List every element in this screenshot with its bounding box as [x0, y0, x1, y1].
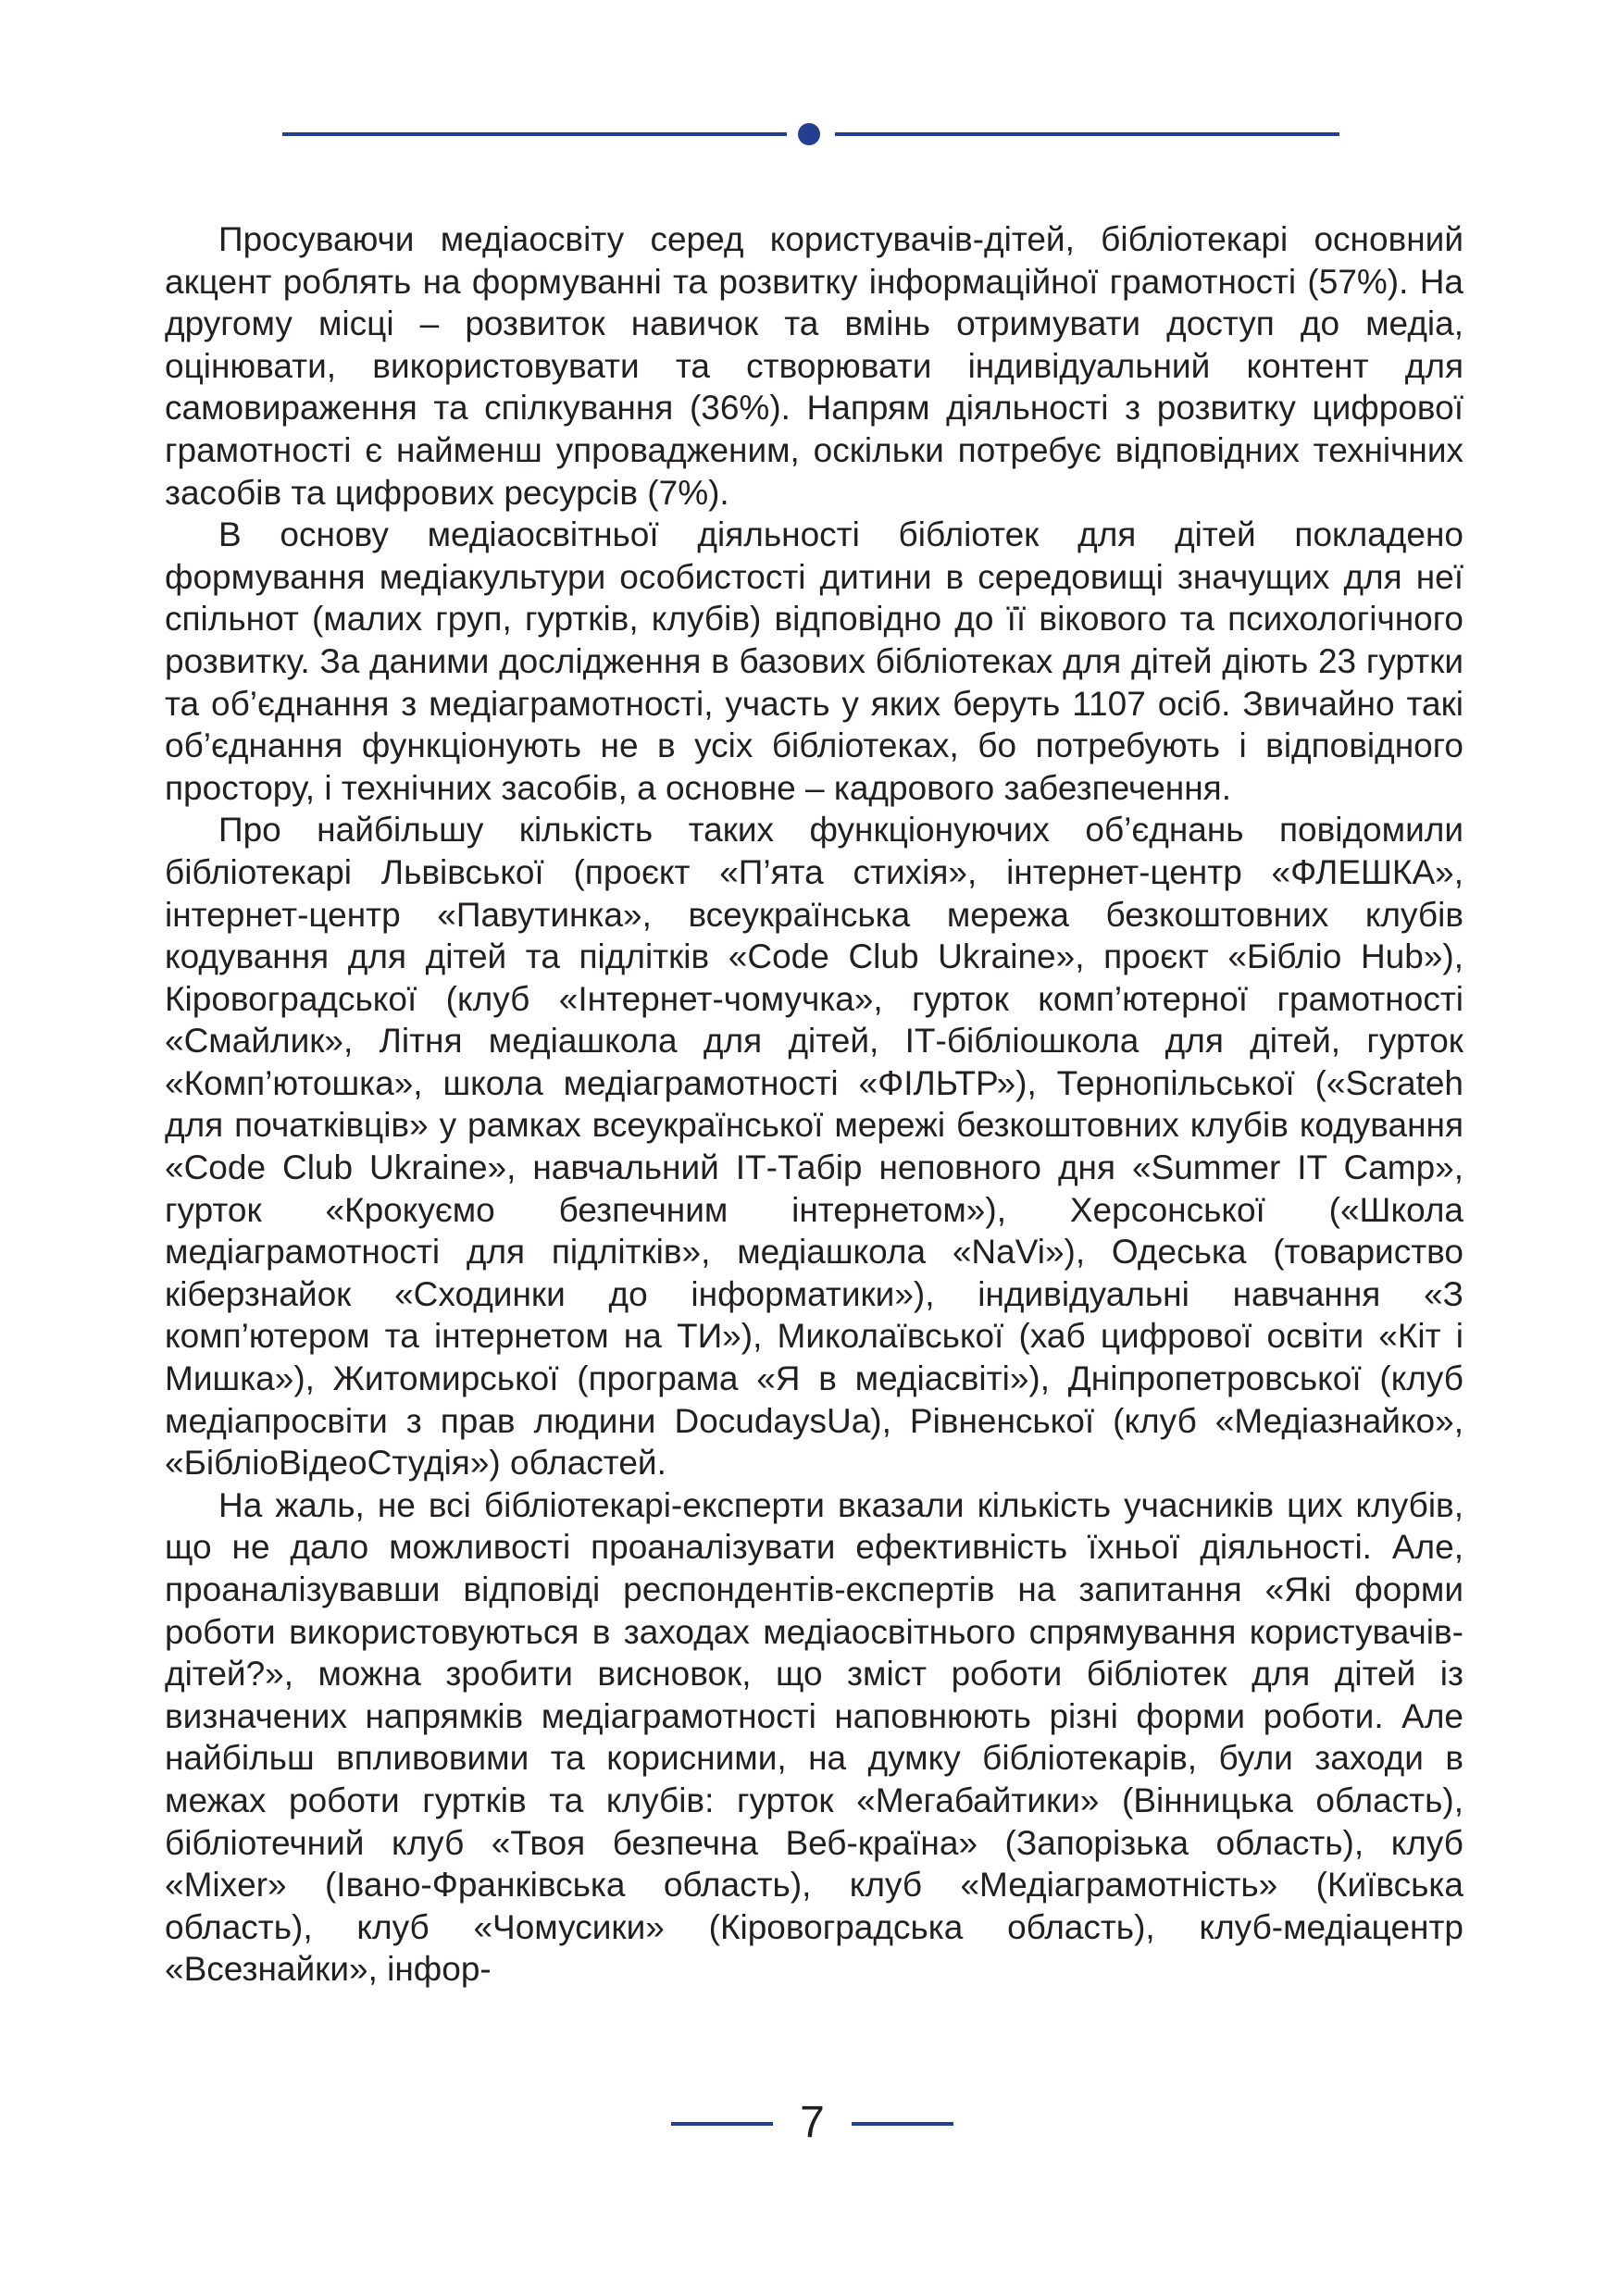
header-rule-dot — [798, 123, 820, 145]
paragraph-1: Просуваючи медіаосвіту серед користувачів-дітей, бібліотекарі основний акцент роблять на формуванні та розвитку інформаційної грамотності (57%). На другому місці – розвиток навичок та вмінь отримувати доступ до медіа, оцінювати, використовувати та створювати індивідуальний контент для самовираження та спілкування (36%). Напрям діяльності з розвитку цифрової грамотності є найменш упровадженим, оскільки потребує відповідних технічних засобів та цифрових ресурсів (7%). — [165, 220, 1463, 512]
header-rule-right — [835, 132, 1339, 136]
page-number: 7 — [800, 2098, 825, 2147]
header-rule-left — [282, 132, 787, 136]
paragraph-3: Про найбільшу кількість таких функціонуючих об’єднань повідомили бібліотекарі Львівської (проєкт «П’ята стихія», інтернет-центр «ФЛЕШКА», інтернет-центр «Павутинка», всеукраїнська мережа безкоштовних клубів кодування для дітей та підлітків «Code Club Ukraine», проєкт «Бібліо Hub»), Кіровоградської (клуб «Інтернет-чомучка», гурток комп’ютерної грамотності «Смайлик», Літня медіашкола для дітей, ІТ-бібліошкола для дітей, гурток «Комп’ютошка», школа медіаграмотності «ФІЛЬТР»), Тернопільської («Scrateh для початківців» у рамках всеукраїнської мережі безкоштовних клубів кодування «Code Club Ukraine», навчальний ІТ-Табір неповного дня «Summer IT Camp», гурток «Крокуємо безпечним інтернетом»), Херсонської («Школа медіаграмотності для підлітків», медіашкола «NaVi»), Одеська (товариство кіберзнайок «Сходинки до інформатики»), індивідуальні навчання «З комп’ютером та інтернетом на ТИ»), Миколаївської (хаб цифрової освіти «Кіт і Мишка»), Житомирської (програма «Я в медіасвіті»), Дніпропетровської (клуб медіапросвіти з прав людини DocudaysUa), Рівненської (клуб «Медіазнайко», «БібліоВідеоСтудія») областей. — [165, 811, 1463, 1483]
page-body-text — [165, 218, 1463, 1991]
footer-rule-left — [671, 2122, 773, 2126]
paragraph-2: В основу медіаосвітньої діяльності бібліотек для дітей покладено формування медіакультури особистості дитини в середовищі значущих для неї спільнот (малих груп, гуртків, клубів) відповідно до її вікового та психологічного розвитку. За даними дослідження в базових бібліотеках для дітей діють 23 гуртки та об’єднання з медіаграмотності, участь у яких беруть 1107 осіб. Звичайно такі об’єднання функціонують не в усіх бібліотеках, бо потребують і відповідного простору, і технічних засобів, а основне – кадрового забезпечення. — [165, 515, 1463, 807]
paragraph-4: На жаль, не всі бібліотекарі-експерти вказали кількість учасників цих клубів, що не дало можливості проаналізувати ефективність їхньої діяльності. Але, проаналізувавши відповіді респондентів-експертів на запитання «Які форми роботи використовуються в заходах медіаосвітнього спрямування користувачів-дітей?», можна зробити висновок, що зміст роботи бібліотек для дітей із визначених напрямків медіаграмотності наповнюють різні форми роботи. Але найбільш впливовими та корисними, на думку бібліотекарів, були заходи в межах роботи гуртків та клубів: гурток «Мегабайтики» (Вінницька область), бібліотечний клуб «Твоя безпечна Веб-країна» (Запорізька область), клуб «Mixer» (Івано-Франківська область), клуб «Медіаграмотність» (Київська область), клуб «Чомусики» (Кіровоградська область), клуб-медіацентр «Всезнайки», інфор- — [165, 1485, 1463, 1989]
footer-rule-right — [852, 2122, 953, 2126]
